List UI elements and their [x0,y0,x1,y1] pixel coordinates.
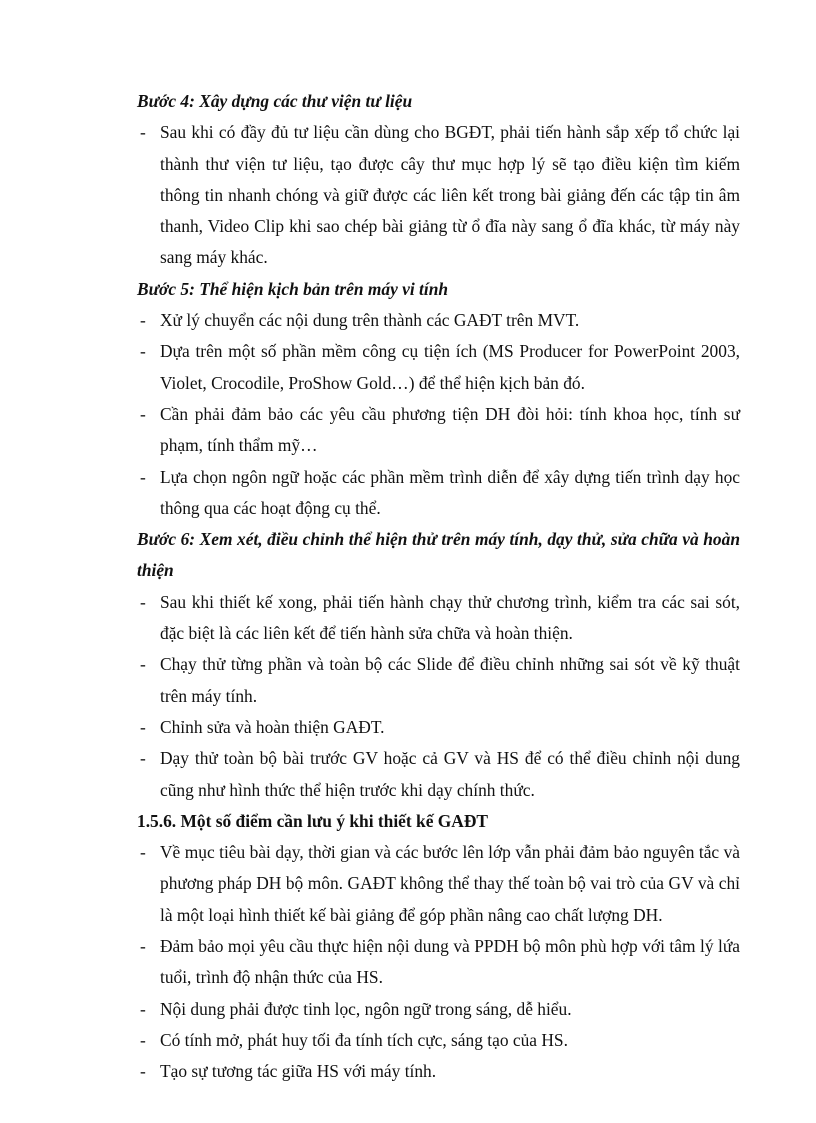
list-item-text: Đảm bảo mọi yêu cầu thực hiện nội dung và PPDH bộ môn phù hợp với tâm lý lứa tuổi, trình độ nhận thức của HS. [160,936,740,988]
section-1-5-6-title: 1.5.6. Một số điểm cần lưu ý khi thiết kế GAĐT [137,810,489,831]
list-item [137,336,740,399]
list-item-text: Dựa trên một số phần mềm công cụ tiện ích (MS Producer for PowerPoint 2003, Violet, Crocodile, ProShow Gold…) để thể hiện kịch bản đó. [160,341,740,393]
list-item [137,462,740,525]
bullet-dash: - [140,998,146,1019]
step4-heading: Bước 4: Xây dựng các thư viện tư liệu [137,91,413,111]
list-item [137,587,740,650]
page-content [137,86,740,1088]
list-item [137,117,740,273]
bullet-dash: - [140,341,146,362]
bullet-dash: - [140,403,146,424]
bullet-dash: - [140,748,146,769]
bullet-dash: - [140,310,146,331]
bullet-dash: - [140,654,146,675]
bullet-dash: - [140,466,146,487]
bullet-dash: - [140,122,146,143]
list-item-text: Nội dung phải được tinh lọc, ngôn ngữ trong sáng, dễ hiểu. [160,998,572,1019]
list-item-text: Chạy thử từng phần và toàn bộ các Slide để điều chỉnh những sai sót về kỹ thuật trên máy tính. [160,654,740,706]
list-item-text: Tạo sự tương tác giữa HS với máy tính. [160,1061,437,1082]
list-item [137,1025,740,1056]
bullet-dash: - [140,591,146,612]
bullet-dash: - [140,936,146,957]
list-item [137,994,740,1025]
list-item [137,1056,740,1087]
list-item [137,649,740,712]
bullet-dash: - [140,842,146,863]
list-item [137,931,740,994]
list-item-text: Dạy thử toàn bộ bài trước GV hoặc cả GV và HS để có thể điều chỉnh nội dung cũng như hình thức thể hiện trước khi dạy chính thức. [160,748,740,800]
list-item-text: Cần phải đảm bảo các yêu cầu phương tiện DH đòi hỏi: tính khoa học, tính sư phạm, tính thẩm mỹ… [160,403,740,456]
list-item-text: Chỉnh sửa và hoàn thiện GAĐT. [160,716,385,737]
list-item-text: Sau khi có đầy đủ tư liệu cần dùng cho BGĐT, phải tiến hành sắp xếp tổ chức lại thành thư viện tư liệu, tạo được cây thư mục hợp lý sẽ tạo điều kiện tìm kiếm thông tin nhanh chóng và giữ được các liên kết trong bài giảng đến các tập tin âm thanh, Video Clip khi sao chép bài giảng từ ổ đĩa này sang ổ đĩa khác, từ máy này sang máy khác. [160,122,740,268]
list-item [137,837,740,931]
list-item-text: Về mục tiêu bài dạy, thời gian và các bước lên lớp vẫn phải đảm bảo nguyên tắc và phương pháp DH bộ môn. GAĐT không thể thay thế toàn bộ vai trò của GV và chỉ là một loại hình thiết kế bài giảng để góp phần nâng cao chất lượng DH. [160,842,740,925]
list-item-text: Xử lý chuyển các nội dung trên thành các GAĐT trên MVT. [160,310,580,331]
list-item-text: Sau khi thiết kế xong, phải tiến hành chạy thử chương trình, kiểm tra các sai sót, đặc biệt là các liên kết để tiến hành sửa chữa và hoàn thiện. [160,591,740,644]
bullet-dash: - [140,716,146,737]
list-item [137,399,740,462]
step6-heading: Bước 6: Xem xét, điều chỉnh thể hiện thử trên máy tính, dạy thử, sửa chữa và hoàn thiện [137,529,740,581]
list-item-text: Lựa chọn ngôn ngữ hoặc các phần mềm trình diễn để xây dựng tiến trình dạy học thông qua các hoạt động cụ thể. [160,466,740,518]
step5-heading: Bước 5: Thể hiện kịch bản trên máy vi tính [137,278,449,299]
bullet-dash: - [140,1061,146,1082]
list-item-text: Có tính mở, phát huy tối đa tính tích cực, sáng tạo của HS. [160,1029,568,1050]
list-item [137,743,740,806]
bullet-dash: - [140,1029,146,1050]
list-item [137,712,740,743]
list-item [137,305,740,336]
